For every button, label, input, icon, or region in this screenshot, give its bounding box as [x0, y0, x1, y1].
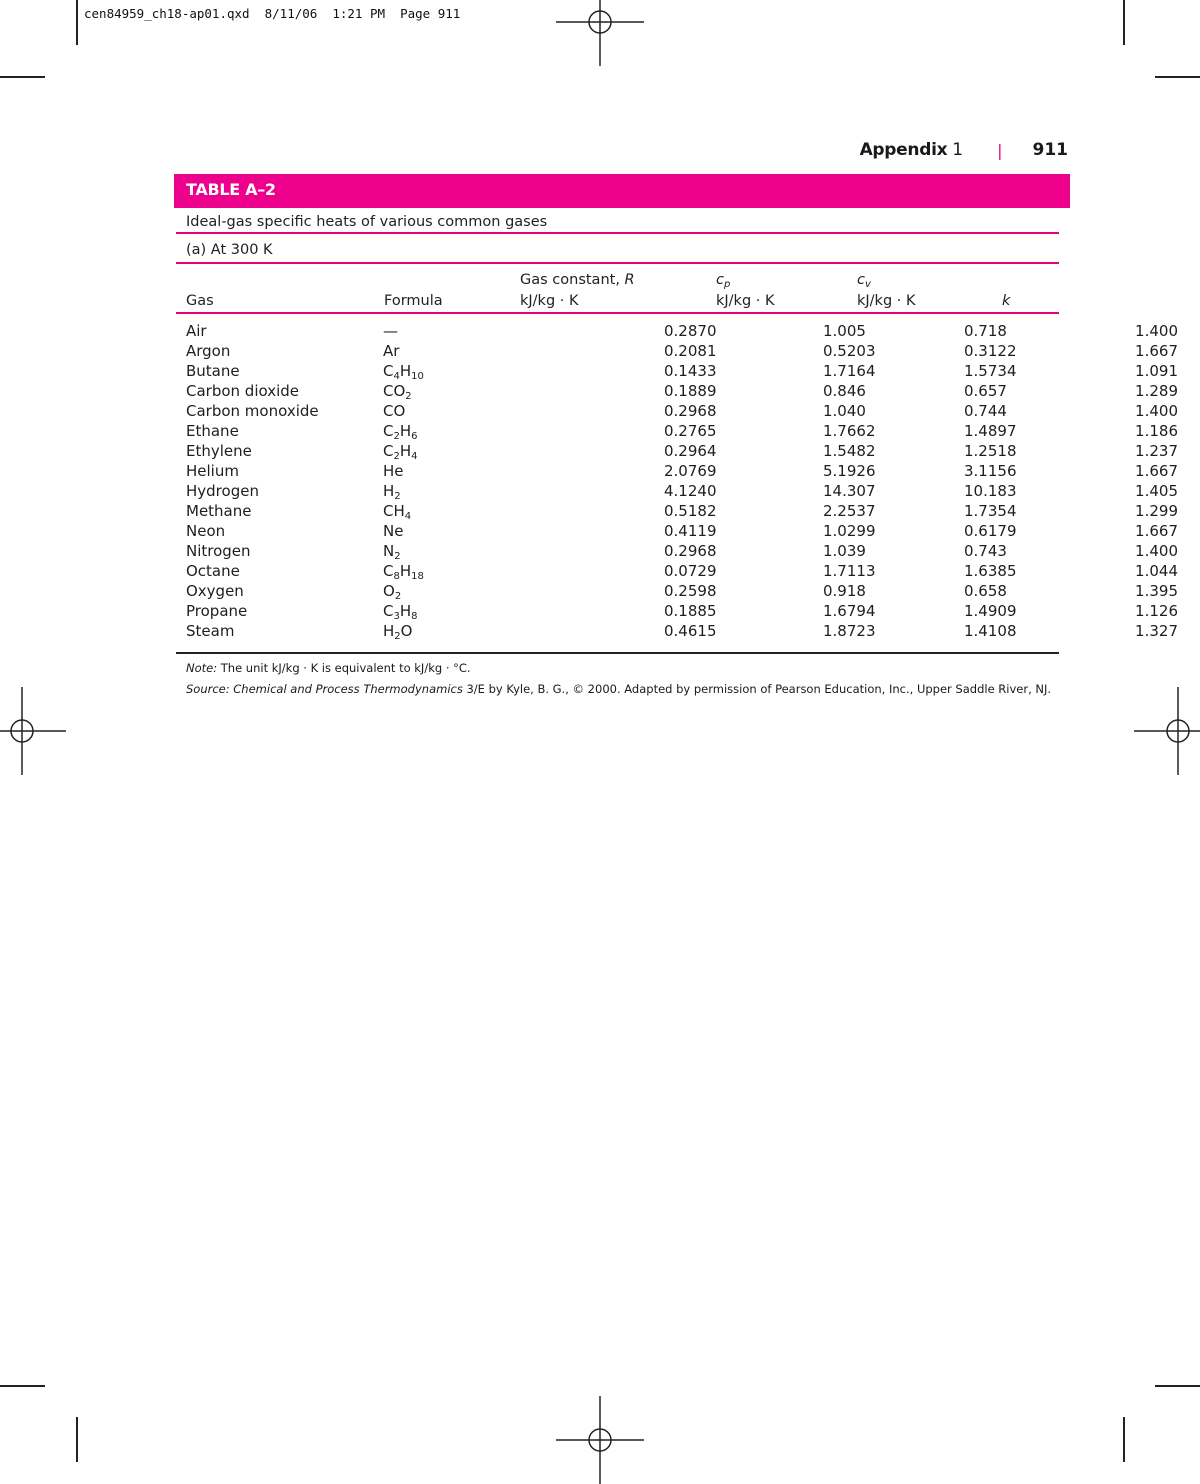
head-separator: | — [997, 140, 1003, 160]
cv-cell — [899, 521, 1040, 541]
registration-target-top — [556, 0, 644, 66]
crop-mark — [1155, 1385, 1200, 1387]
gas-name-cell: Carbon dioxide — [186, 382, 300, 400]
gas-constant-cell-value: 0.0729 — [664, 562, 717, 580]
formula-cell — [383, 541, 539, 561]
crop-mark — [76, 1417, 78, 1462]
header-cp-unit: kJ/kg · K — [716, 293, 775, 309]
formula-element: O — [400, 622, 413, 640]
k-cell — [1040, 321, 1178, 341]
source-label: Source: Chemical and Process Thermodynamics — [186, 682, 463, 696]
formula-subscript: 2 — [393, 451, 400, 462]
k-cell-value: 1.405 — [1135, 482, 1178, 500]
formula-element: C — [383, 602, 394, 620]
table-row — [186, 341, 1178, 361]
formula-cell — [383, 621, 539, 641]
gas-name-cell: Octane — [186, 562, 240, 580]
cv-cell-value: 1.7354 — [964, 502, 1017, 520]
table-row — [186, 601, 1178, 621]
cp-cell-value: 0.5203 — [823, 342, 876, 360]
cp-cell-value: 0.918 — [823, 582, 866, 600]
formula-cell — [383, 441, 539, 461]
formula-cell — [383, 481, 539, 501]
k-cell-value: 1.667 — [1135, 342, 1178, 360]
k-cell-value: 1.400 — [1135, 322, 1178, 340]
gas-constant-cell — [539, 581, 720, 601]
k-cell — [1040, 381, 1178, 401]
cp-cell — [720, 401, 899, 421]
crop-mark — [0, 76, 45, 78]
table-source — [186, 682, 1051, 696]
formula-element: C — [383, 362, 394, 380]
formula-subscript: 8 — [393, 571, 400, 582]
cv-cell-value: 0.718 — [964, 322, 1007, 340]
cp-cell-value: 1.039 — [823, 542, 866, 560]
cv-cell — [899, 581, 1040, 601]
k-cell-value: 1.667 — [1135, 462, 1178, 480]
gas-constant-cell-value: 0.5182 — [664, 502, 717, 520]
k-cell-value: 1.400 — [1135, 542, 1178, 560]
cp-cell-value: 1.7113 — [823, 562, 876, 580]
cp-cell-value: 1.8723 — [823, 622, 876, 640]
gas-constant-cell — [539, 621, 720, 641]
gas-name-cell: Propane — [186, 602, 248, 620]
cp-cell — [720, 521, 899, 541]
gas-constant-cell — [539, 541, 720, 561]
formula-subscript: 4 — [404, 511, 412, 522]
cp-cell — [720, 461, 899, 481]
cv-cell-value: 10.183 — [964, 482, 1017, 500]
cv-cell — [899, 341, 1040, 361]
formula-subscript: 3 — [393, 611, 400, 622]
cp-cell — [720, 581, 899, 601]
cv-cell-value: 0.6179 — [964, 522, 1017, 540]
gas-constant-cell-value: 0.2081 — [664, 342, 717, 360]
note-label: Note: — [186, 661, 218, 675]
k-cell — [1040, 401, 1178, 421]
cv-cell — [899, 401, 1040, 421]
cv-cell-value: 0.743 — [964, 542, 1007, 560]
cv-cell-value: 1.4108 — [964, 622, 1017, 640]
cv-cell-value: 1.4909 — [964, 602, 1017, 620]
appendix-label: Appendix — [859, 140, 948, 160]
formula-subscript: 4 — [411, 451, 418, 462]
cv-cell-value: 1.2518 — [964, 442, 1017, 460]
gas-constant-cell-value: 0.1889 — [664, 382, 717, 400]
gas-constant-cell — [539, 501, 720, 521]
formula-cell — [383, 501, 539, 521]
table-bottom-rule — [176, 652, 1059, 654]
formula-element: CH — [383, 502, 405, 520]
k-cell — [1040, 501, 1178, 521]
gas-constant-cell — [539, 561, 720, 581]
formula-element: Ar — [383, 342, 400, 360]
formula-cell — [383, 461, 539, 481]
gas-name-cell: Steam — [186, 622, 235, 640]
table-row — [186, 501, 1178, 521]
cv-cell — [899, 461, 1040, 481]
gas-constant-cell — [539, 441, 720, 461]
gas-name-cell: Ethane — [186, 422, 239, 440]
k-cell — [1040, 441, 1178, 461]
k-cell — [1040, 601, 1178, 621]
cv-cell — [899, 561, 1040, 581]
table-banner — [174, 174, 1070, 208]
gas-constant-cell-value: 0.2765 — [664, 422, 717, 440]
cp-cell — [720, 321, 899, 341]
formula-cell — [383, 361, 539, 381]
running-head — [860, 140, 1068, 160]
table-row — [186, 421, 1178, 441]
formula-element: H — [399, 422, 412, 440]
table-row — [186, 381, 1178, 401]
formula-subscript: 2 — [394, 491, 401, 502]
table-row — [186, 621, 1178, 641]
cp-cell — [720, 561, 899, 581]
registration-target-bottom — [556, 1396, 644, 1484]
table-row — [186, 581, 1178, 601]
header-k — [1002, 293, 1010, 309]
formula-element: H — [399, 602, 412, 620]
formula-element: H — [399, 562, 412, 580]
cp-cell-value: 0.846 — [823, 382, 866, 400]
formula-cell — [383, 321, 539, 341]
formula-element: — — [383, 322, 398, 340]
gas-constant-cell — [539, 341, 720, 361]
cp-cell — [720, 601, 899, 621]
gas-constant-cell — [539, 481, 720, 501]
cp-cell — [720, 501, 899, 521]
gas-name-cell: Ethylene — [186, 442, 252, 460]
k-cell — [1040, 421, 1178, 441]
gas-name-cell: Hydrogen — [186, 482, 259, 500]
formula-cell — [383, 561, 539, 581]
formula-subscript: 8 — [411, 611, 418, 622]
formula-element: H — [383, 622, 395, 640]
k-cell — [1040, 341, 1178, 361]
cp-cell-value: 1.005 — [823, 322, 866, 340]
gas-constant-cell — [539, 601, 720, 621]
formula-element: H — [383, 482, 395, 500]
table-caption: Ideal-gas specific heats of various common gases — [186, 214, 548, 230]
cv-cell — [899, 441, 1040, 461]
gas-name-cell: Carbon monoxide — [186, 402, 319, 420]
table-note — [186, 661, 471, 675]
k-cell-value: 1.400 — [1135, 402, 1178, 420]
gas-constant-cell-value: 0.1885 — [664, 602, 717, 620]
gas-constant-cell-value: 0.2870 — [664, 322, 717, 340]
cv-cell — [899, 541, 1040, 561]
k-cell — [1040, 621, 1178, 641]
header-rule — [176, 312, 1059, 314]
gas-constant-cell — [539, 321, 720, 341]
gas-constant-cell — [539, 421, 720, 441]
gas-constant-cell-value: 0.2964 — [664, 442, 717, 460]
registration-target-left — [0, 687, 66, 775]
cp-cell-value: 2.2537 — [823, 502, 876, 520]
cp-cell-value: 1.5482 — [823, 442, 876, 460]
cp-cell-value: 1.0299 — [823, 522, 876, 540]
cv-cell — [899, 381, 1040, 401]
gas-constant-cell-value: 0.2968 — [664, 402, 717, 420]
formula-cell — [383, 601, 539, 621]
formula-subscript: 2 — [405, 391, 412, 402]
cp-cell — [720, 381, 899, 401]
cp-cell — [720, 441, 899, 461]
gas-constant-cell-value: 0.2968 — [664, 542, 717, 560]
header-cv-subscript: v — [864, 279, 871, 290]
formula-subscript: 2 — [393, 431, 400, 442]
cp-cell — [720, 621, 899, 641]
gas-table — [186, 321, 1178, 641]
formula-element: He — [383, 462, 404, 480]
gas-table-body — [186, 321, 1178, 641]
formula-subscript: 2 — [394, 551, 401, 562]
cv-cell-value: 0.3122 — [964, 342, 1017, 360]
formula-element: H — [399, 362, 412, 380]
k-cell-value: 1.091 — [1135, 362, 1178, 380]
formula-element: C — [383, 422, 394, 440]
subcaption-rule — [176, 262, 1059, 264]
k-cell-value: 1.289 — [1135, 382, 1178, 400]
formula-cell — [383, 401, 539, 421]
header-gas-constant — [520, 272, 635, 288]
formula-cell — [383, 421, 539, 441]
k-cell-value: 1.126 — [1135, 602, 1178, 620]
k-cell — [1040, 481, 1178, 501]
formula-subscript: 18 — [411, 571, 424, 582]
cv-cell — [899, 601, 1040, 621]
formula-subscript: 4 — [393, 371, 400, 382]
crop-mark — [1155, 76, 1200, 78]
header-r-unit: kJ/kg · K — [520, 293, 579, 309]
gas-constant-cell-value: 0.2598 — [664, 582, 717, 600]
table-row — [186, 461, 1178, 481]
registration-target-right — [1134, 687, 1200, 775]
formula-element: Ne — [383, 522, 404, 540]
gas-constant-cell-value: 0.4119 — [664, 522, 717, 540]
gas-constant-cell — [539, 521, 720, 541]
cv-cell-value: 0.657 — [964, 382, 1007, 400]
cp-cell-value: 1.7662 — [823, 422, 876, 440]
formula-element: CO — [383, 402, 406, 420]
page-number: 911 — [1032, 140, 1068, 160]
gas-constant-cell-value: 2.0769 — [664, 462, 717, 480]
source-text: 3/E by Kyle, B. G., © 2000. Adapted by permission of Pearson Education, Inc., Upper Saddle River, NJ. — [466, 682, 1052, 696]
formula-subscript: 2 — [394, 631, 401, 642]
gas-constant-cell-value: 0.1433 — [664, 362, 717, 380]
k-cell-value: 1.044 — [1135, 562, 1178, 580]
k-cell — [1040, 521, 1178, 541]
gas-name-cell: Air — [186, 322, 207, 340]
cv-cell-value: 0.744 — [964, 402, 1007, 420]
gas-constant-cell-value: 4.1240 — [664, 482, 717, 500]
formula-subscript: 6 — [411, 431, 418, 442]
cv-cell — [899, 621, 1040, 641]
k-cell-value: 1.186 — [1135, 422, 1178, 440]
cp-cell-value: 5.1926 — [823, 462, 876, 480]
table-row — [186, 321, 1178, 341]
gas-constant-cell — [539, 461, 720, 481]
k-cell-value: 1.395 — [1135, 582, 1178, 600]
header-cp-subscript: p — [723, 279, 731, 290]
formula-cell — [383, 521, 539, 541]
formula-cell — [383, 581, 539, 601]
note-text: The unit kJ/kg · K is equivalent to kJ/kg · °C. — [220, 661, 471, 675]
formula-element: O — [383, 582, 395, 600]
k-cell — [1040, 541, 1178, 561]
formula-element: H — [399, 442, 412, 460]
cp-cell-value: 14.307 — [823, 482, 876, 500]
formula-subscript: 10 — [411, 371, 424, 382]
gas-name-cell: Oxygen — [186, 582, 244, 600]
k-cell-value: 1.299 — [1135, 502, 1178, 520]
header-gas: Gas — [186, 293, 214, 309]
k-cell — [1040, 561, 1178, 581]
k-cell — [1040, 361, 1178, 381]
cp-cell — [720, 421, 899, 441]
cv-cell-value: 3.1156 — [964, 462, 1017, 480]
appendix-number: 1 — [952, 140, 964, 160]
crop-mark — [0, 1385, 45, 1387]
print-slug: cen84959_ch18-ap01.qxd 8/11/06 1:21 PM Page 911 — [84, 6, 461, 21]
header-gas-constant-text: Gas constant, — [520, 272, 620, 288]
cv-cell — [899, 501, 1040, 521]
cp-cell — [720, 361, 899, 381]
table-row — [186, 541, 1178, 561]
table-label: TABLE A–2 — [186, 180, 276, 199]
formula-cell — [383, 381, 539, 401]
header-r-symbol: R — [624, 272, 635, 288]
gas-name-cell: Argon — [186, 342, 231, 360]
header-cv — [857, 272, 871, 288]
gas-constant-cell — [539, 361, 720, 381]
formula-subscript: 2 — [394, 591, 402, 602]
gas-constant-cell — [539, 401, 720, 421]
cp-cell — [720, 541, 899, 561]
k-cell-value: 1.327 — [1135, 622, 1178, 640]
header-cv-unit: kJ/kg · K — [857, 293, 916, 309]
gas-name-cell: Helium — [186, 462, 239, 480]
cv-cell — [899, 421, 1040, 441]
cv-cell — [899, 481, 1040, 501]
formula-element: C — [383, 442, 394, 460]
formula-cell — [383, 341, 539, 361]
caption-rule — [176, 232, 1059, 234]
cp-cell-value: 1.040 — [823, 402, 866, 420]
k-cell — [1040, 461, 1178, 481]
table-row — [186, 401, 1178, 421]
crop-mark — [1123, 1417, 1125, 1462]
k-cell-value: 1.667 — [1135, 522, 1178, 540]
header-cp-symbol: c — [716, 272, 724, 288]
cv-cell-value: 0.658 — [964, 582, 1007, 600]
gas-name-cell: Methane — [186, 502, 252, 520]
cv-cell-value: 1.5734 — [964, 362, 1017, 380]
cp-cell — [720, 481, 899, 501]
header-k-symbol: k — [1002, 293, 1011, 309]
table-row — [186, 521, 1178, 541]
table-row — [186, 441, 1178, 461]
cv-cell — [899, 361, 1040, 381]
table-subcaption: (a) At 300 K — [186, 242, 273, 258]
cv-cell-value: 1.4897 — [964, 422, 1017, 440]
crop-mark — [1123, 0, 1125, 45]
cv-cell-value: 1.6385 — [964, 562, 1017, 580]
header-cp — [716, 272, 730, 288]
gas-name-cell: Neon — [186, 522, 226, 540]
header-cv-symbol: c — [857, 272, 865, 288]
table-row — [186, 361, 1178, 381]
gas-constant-cell-value: 0.4615 — [664, 622, 717, 640]
k-cell-value: 1.237 — [1135, 442, 1178, 460]
formula-element: N — [383, 542, 395, 560]
cp-cell — [720, 341, 899, 361]
table-row — [186, 481, 1178, 501]
gas-constant-cell — [539, 381, 720, 401]
cp-cell-value: 1.7164 — [823, 362, 876, 380]
gas-name-cell: Nitrogen — [186, 542, 251, 560]
cv-cell — [899, 321, 1040, 341]
k-cell — [1040, 581, 1178, 601]
crop-mark — [76, 0, 78, 45]
gas-name-cell: Butane — [186, 362, 240, 380]
cp-cell-value: 1.6794 — [823, 602, 876, 620]
table-row — [186, 561, 1178, 581]
formula-element: CO — [383, 382, 406, 400]
header-formula: Formula — [384, 293, 443, 309]
formula-element: C — [383, 562, 394, 580]
